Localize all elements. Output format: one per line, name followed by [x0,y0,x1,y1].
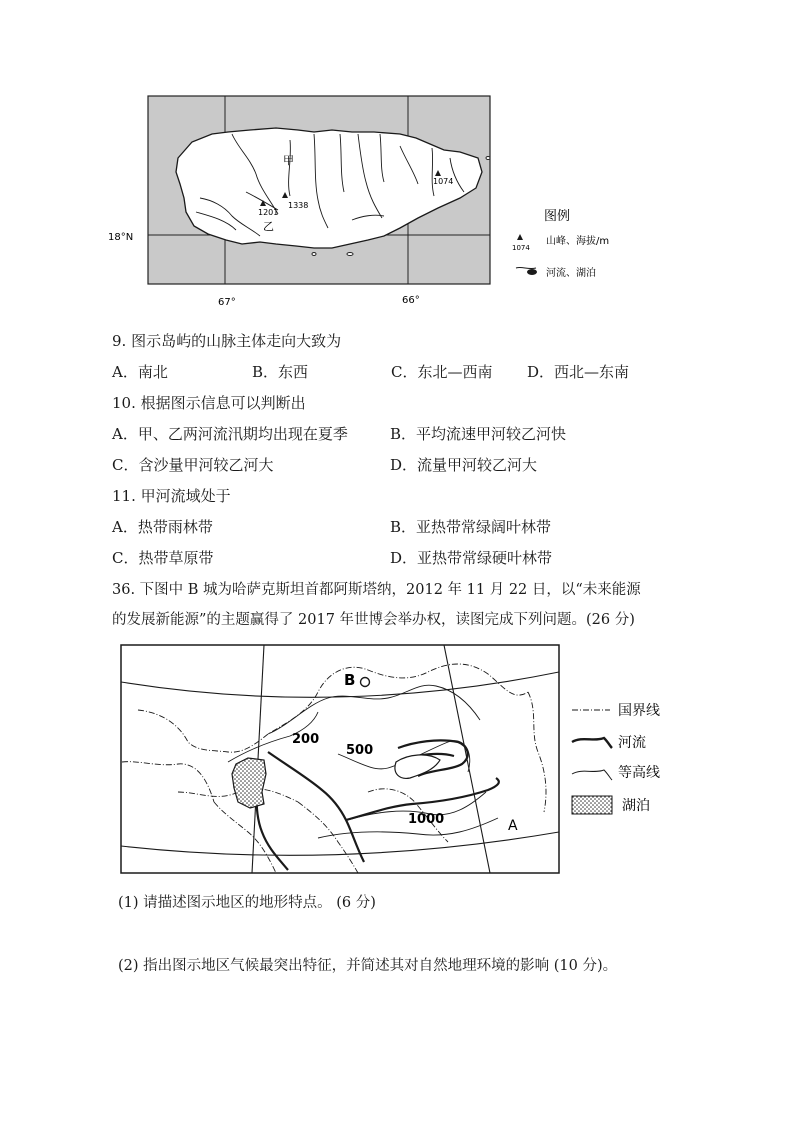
question-9-option-b: B．东西 [252,363,309,381]
legend-river-text: 河流 [618,735,646,751]
lon-66-label: 66° [402,295,420,306]
peak-1201-label: 1201 [258,208,279,217]
map-frame [121,645,559,873]
river-yi-label: 乙 [263,220,274,233]
question-36-line-1: 36. 下图中 B 城为哈萨克斯坦首都阿斯塔纳，2012 年 11 月 22 日，以“未来能源 [112,582,641,598]
legend-peak-number: 1074 [512,244,530,252]
city-b-label: B [344,671,356,689]
question-11-option-b: B．亚热带常绿阔叶林带 [390,518,552,536]
legend-border-text: 国界线 [618,703,660,719]
legend-contour-text: 等高线 [618,765,660,781]
lon-67-label: 67° [218,297,236,308]
lake-aral [232,758,266,808]
legend-river-icon [572,738,612,748]
legend-peak-text: 山峰、海拔/m [546,236,610,247]
legend-lake-icon [527,269,537,275]
question-10-option-a: A．甲、乙两河流汛期均出现在夏季 [112,425,348,443]
contour-200-label: 200 [292,732,320,747]
legend-river-text: 河流、湖泊 [546,268,596,279]
question-9-option-a: A．南北 [112,363,168,381]
islet [486,157,490,160]
legend-lake-icon [572,796,612,814]
legend-river-icon [516,267,536,268]
river-jia-label: 甲 [283,154,294,167]
question-9-option-d: D．西北—东南 [527,363,630,381]
question-36-sub-1: (1) 请描述图示地区的地形特点。 (6 分) [118,895,376,911]
islet [347,253,353,256]
question-10-option-c: C．含沙量甲河较乙河大 [112,456,274,474]
peak-1338-label: 1338 [288,201,309,210]
question-11-option-d: D．亚热带常绿硬叶林带 [390,549,553,567]
question-36-line-2: 的发展新能源”的主题赢得了 2017 年世博会举办权，读图完成下列问题。(26 分) [112,612,635,628]
question-10-option-b: B．平均流速甲河较乙河快 [390,425,567,443]
question-9-stem: 9. 图示岛屿的山脉主体走向大致为 [112,332,342,350]
lat-18n-label: 18°N [108,232,134,243]
question-36-sub-2: (2) 指出图示地区气候最突出特征，并简述其对自然地理环境的影响 (10 分)。 [118,958,618,974]
island-map [100,88,630,310]
question-9-option-c: C．东北—西南 [391,363,493,381]
question-10-option-d: D．流量甲河较乙河大 [390,456,538,474]
contour-500-label: 500 [346,743,374,758]
contour-1000-label: 1000 [408,812,445,827]
question-10-stem: 10. 根据图示信息可以判断出 [112,394,306,412]
legend-title: 图例 [544,209,571,224]
central-asia-map [118,642,678,882]
question-11-stem: 11. 甲河流域处于 [112,487,231,505]
islet [312,253,316,256]
region-a-label: A [508,818,518,834]
question-11-option-a: A．热带雨林带 [112,518,213,536]
legend-peak-icon [517,234,523,240]
legend-lake-text: 湖泊 [622,798,650,814]
question-11-option-c: C．热带草原带 [112,549,214,567]
city-b-marker [361,678,370,687]
peak-1074-label: 1074 [433,177,454,186]
legend-contour-icon [572,770,612,780]
